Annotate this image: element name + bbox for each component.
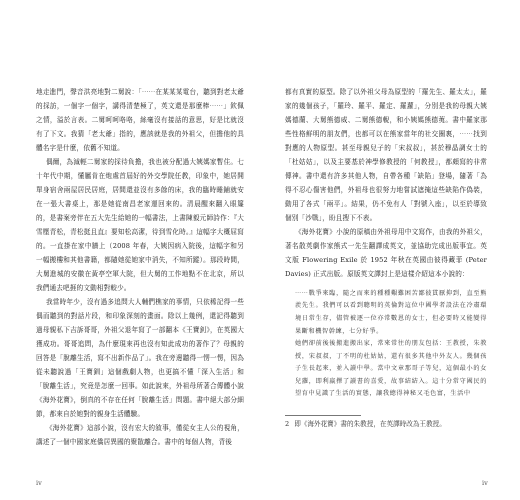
left-page-body (36, 86, 244, 450)
paragraph: 都有真實的原型。除了以外祖父母為原型的「羅先生、羅太太」，羅家的幾個孩子，「羅玲、羅平、羅定、羅蘿」，分別是我的母親大姨媽德蘭、大舅熊德威、二舅熊德輗，和小姨媽熊德荑。書中羅家那些性格鮮明的朋友們，也都可以在熊家當年的社交圈裏，⋯⋯找到對應的人物原型。甚至母親兒子的「宋叔叔」，甚於穆晶調女士的「杜姑姑」，以及主要基於神學修教授的「何教授」，都頗寫的非常傳神。書中還有許多其他人物，自帶各種「缺陷」登場，隨著「為得不忍心傷害他們，外祖母也很努力地嘗試遮掩這些缺陷作偽裝，動用了各式「兩平」。結果，仍不免有人「對號入座」，以至於導致個別「沙戰」，盼且搜下不表。 (285, 88, 487, 222)
footnote-text: 即《海外花寶》書的朱教授，在英譯時改為王教授。 (294, 420, 446, 428)
paragraph: 《海外花寶》這部小說，沒有宏大的敘事，僅從女主人公的視角，講述了一個中國家庭僑居異國的聚散離合。書中的每個人物，背後 (36, 423, 244, 446)
paragraph: 偶爾，為減輕二舅家的採待負擔，我也被分配過大姨媽家暫住。七十年代中期，懂屬肯在炮處首屆好的外交學院任教，印象中，她居開單身宿舍兩屋居民居庭，居間還並沒有多餘的床，我的臨時睡鋪就安在一張大書桌上，那是她從南昌老家運回來的。清晨醒來翻入眼簾的，是書案旁伴在五大先生給她的一幅書法，上書陳毅元師詩作：『大雪壓青松，青松挺且直』要知松高潔，待到雪化時。』這幅字大概屈寫的。一直掛在家中牆上（2008 年春，大姨因病入院後，這幅字和另一幅搬樓和其他書籍，都隨她從她家中消失，不知所蹤）。那段時間，大舅進城的安徽在黃亭空軍大院，但大舅的工作地點不在北京，所以我們通去吧捱的文動相對較少。 (36, 157, 244, 292)
footnote-divider (285, 415, 361, 416)
right-page-body (285, 86, 487, 401)
paragraph: 《海外花寶》小說的原稿由外祖母用中文寫作，由我的外祖父，著名散英劇作家熊式一先生翻譯成英文，並協助完成出版事宜。英文版 Flowering Exile 於 1952 年秋在英國由彼得藏菲 (Peter Davies) 正式出版。原版英文譯封上是這樣介紹這本小說的： (285, 227, 487, 278)
footnote-number: 2 (285, 420, 290, 428)
footnote (285, 419, 487, 429)
block-quote: ⋯⋯戰爭來臨，隨之而來的種種艱難困苦鄙彼貫厭抑到，直至熊羨先生。我們可以看到聰明的英倫對這位中國學者設法在冷肅環境日常生存，儘管被逐一位亦常數恩的女士，但必要時又能變得果斷和機智幹練，七分好爭。 她們卻前後後搬進搬出家，常來常往的朋友包括：王教授，朱教授，宋叔叔，丁不明的杜姑姑，還有很多其他中外友人。幾個孩子生長起來，並入讀中學。當中文章那哥子等兒，這個最小的女兒蘿，即利羸擇了讀書的喜愛，故事結結入。這十分常守國民的望育中見識了生活的實態，讓我總得神秘又毛色富，生活中 (295, 289, 487, 398)
paragraph: 我當時年少，沒有過多追問大人輔們樵家的事情，只依稀記得一些偶而聽到的對話片段，和印象深刻的畫面。除以上幾例，還記得聽到過母親私下吉訴哥哥，外祖父退年寫了一部翻本《王寶釗》，在英國大獲成功。哥哥追問，為什麼現來再也沒有知此成功的著作了？母親的回答是「脫離生活，寫不出新作品了」。我在旁邊聽得一愣一愣，因為從未聽說過「王寶釧」這個戲劇人物，也更搞不懂「深入生活」和「脫離生活」，究竟是怎麼一回事。如此說來，外祖母所著合傳體小說《海外花寶》，倒真的不存在任何「脫離生活」問題。書中絕大部分細節，都來自於她對的親身生活體驗。 (36, 297, 244, 418)
left-page-number: iv (36, 479, 42, 487)
right-page-number: iv (482, 479, 488, 487)
paragraph: 地走進門，聲音洪亮地對二舅說：「⋯⋯在某某某電台，聽到對老太爺的採訪，一個字一個字，講得清楚極了，英文還是那麼棒⋯⋯」欽佩之情，溢於言表。二舅呵呵咯咯，絲毫沒有接話的意思，好是比就沒有了下文。我猜「老太爺」指的，應該就是我的外祖父，但擔他的具體名字是什麼，依舊不知道。 (36, 88, 244, 152)
